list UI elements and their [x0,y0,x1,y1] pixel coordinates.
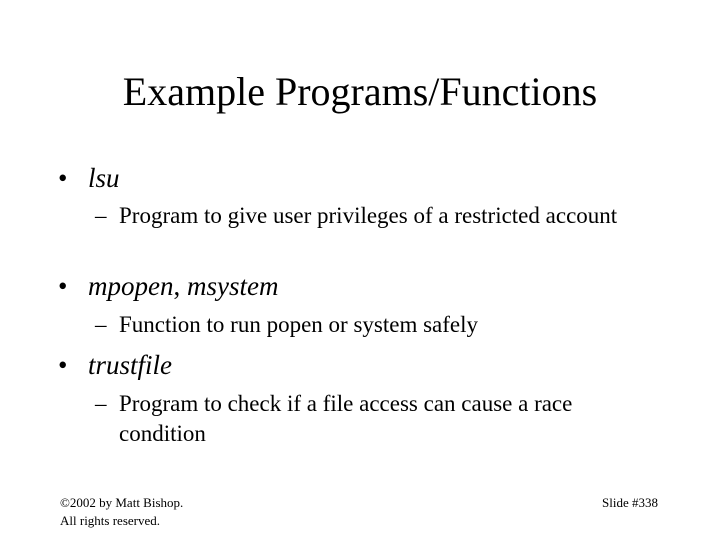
sub-dash: – [95,391,107,416]
sub-text: Function to run popen or system safely [119,312,479,337]
bullet-item-mpopen-msystem [58,270,278,302]
bullet-term: msystem [186,271,279,301]
sub-item-mpopen-msystem [95,310,655,340]
bullet-dot: • [58,163,68,193]
bullet-item-trustfile [58,349,172,381]
sub-item-trustfile [95,389,655,449]
bullet-separator: , [173,271,187,301]
rights-line: All rights reserved. [60,513,161,528]
sub-text: Program to check if a file access can cause a race condition [119,391,573,446]
bullet-dot: • [58,350,68,380]
sub-text: Program to give user privileges of a restricted account [119,203,618,228]
bullet-dot: • [58,271,68,301]
sub-item-lsu [95,201,655,231]
bullet-term: trustfile [88,350,173,380]
copyright-line: ©2002 by Matt Bishop. [60,495,184,510]
bullet-term: mpopen [88,271,174,301]
footer-slide-number: Slide #338 [602,495,658,510]
bullet-term: lsu [88,163,120,193]
bullet-item-lsu [58,162,120,194]
sub-dash: – [95,203,107,228]
slide-title: Example Programs/Functions [122,69,598,114]
footer-copyright [60,494,183,530]
sub-dash: – [95,312,107,337]
